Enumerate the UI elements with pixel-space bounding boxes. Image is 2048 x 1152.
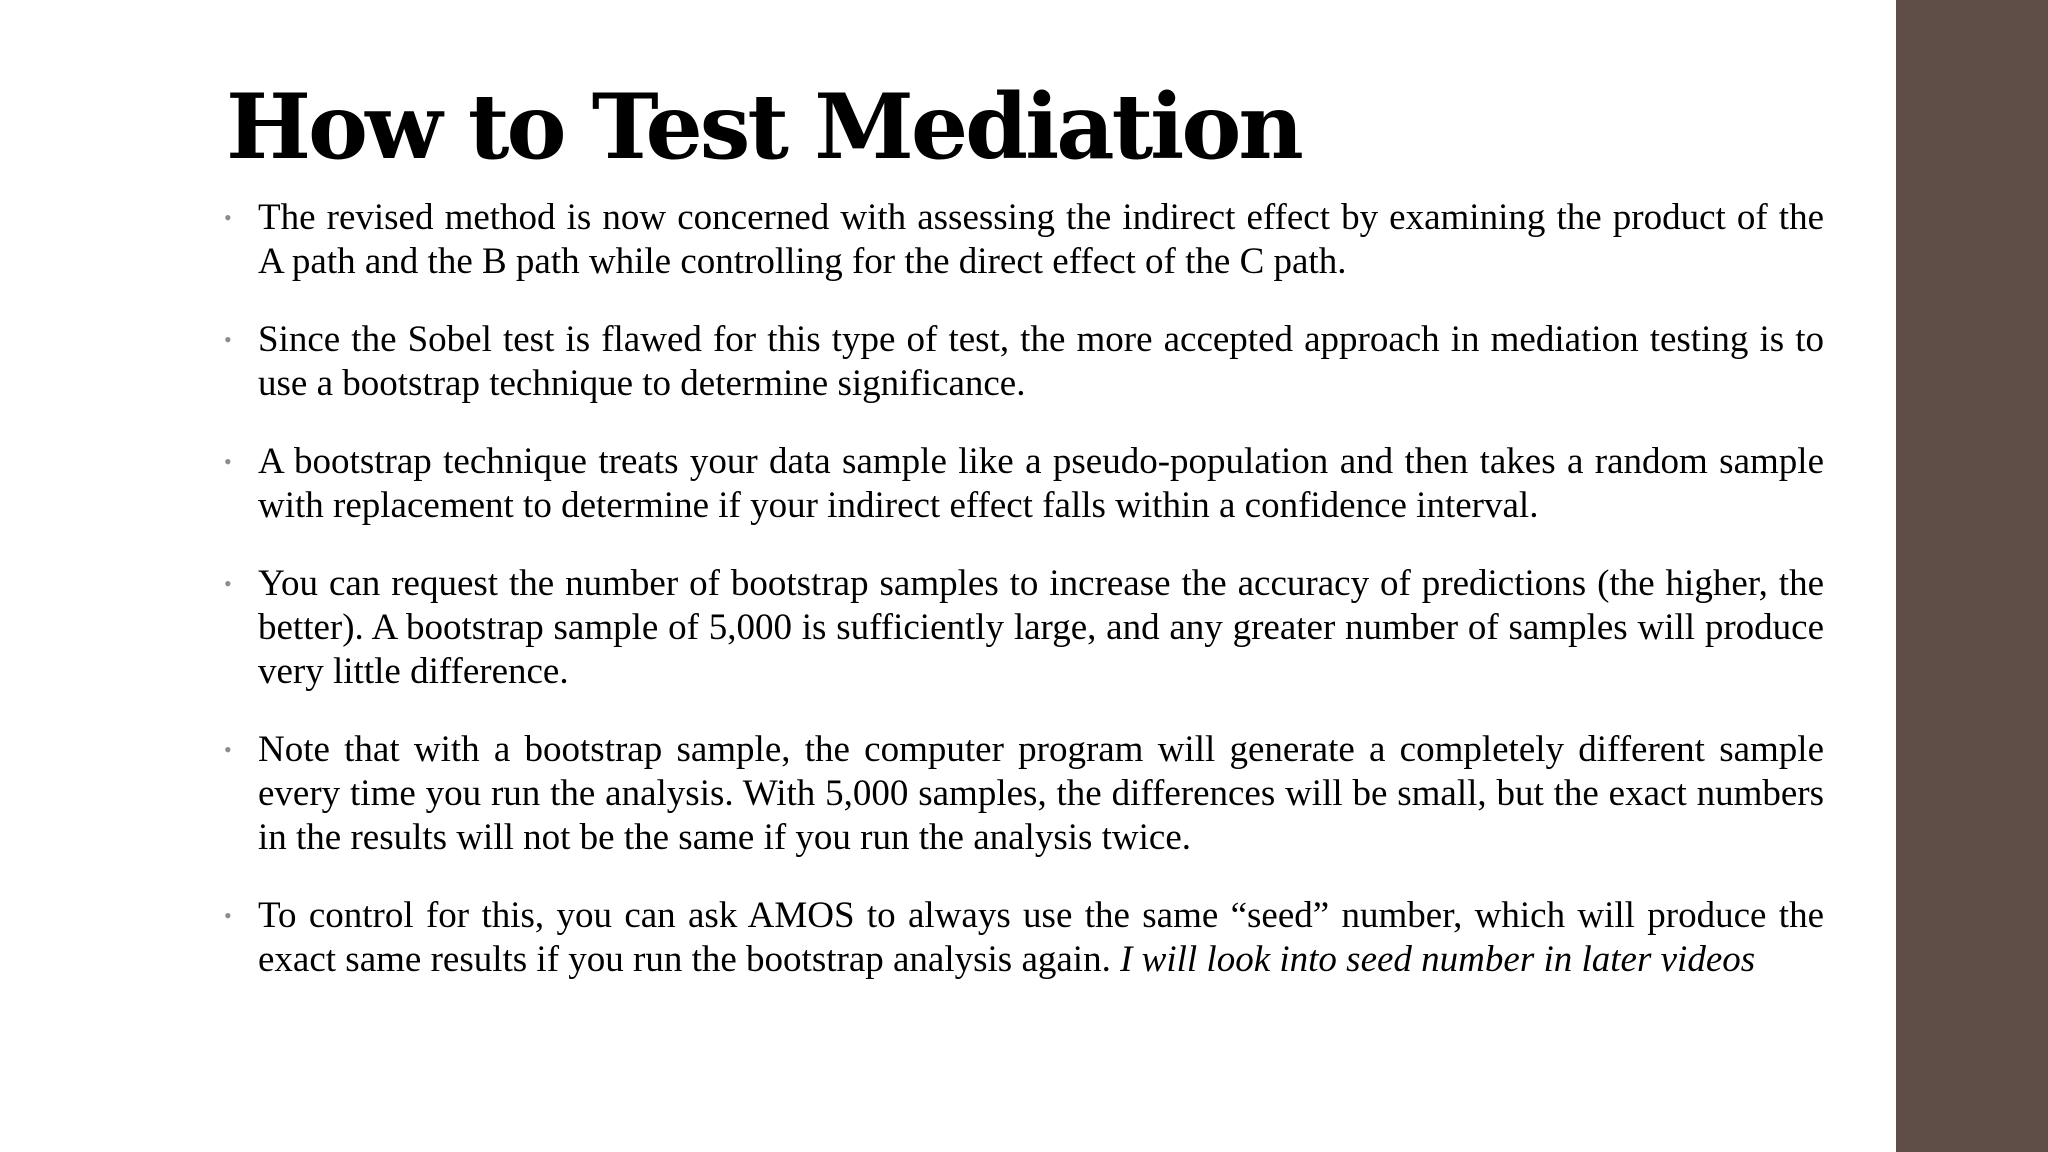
bullet-icon: •	[224, 449, 232, 474]
list-item	[222, 440, 1824, 528]
list-item	[222, 196, 1824, 284]
bullet-icon: •	[224, 205, 232, 230]
bullet-text: The revised method is now concerned with assessing the indirect effect by examining the product of the A path and the B path while controlling for the direct effect of the C path.	[258, 197, 1824, 282]
bullet-icon: •	[224, 571, 232, 596]
list-item	[222, 562, 1824, 694]
bullet-icon: •	[224, 737, 232, 762]
list-item	[222, 894, 1824, 982]
bullet-text: Since the Sobel test is flawed for this type of test, the more accepted approach in mediation testing is to use a bootstrap technique to determine significance.	[258, 319, 1824, 404]
bullet-list	[222, 196, 1824, 1016]
bullet-text: You can request the number of bootstrap samples to increase the accuracy of predictions (the higher, the better). A bootstrap sample of 5,000 is sufficiently large, and any greater number of samples will produce very little difference.	[258, 563, 1824, 692]
list-item	[222, 728, 1824, 860]
side-accent-bar	[1896, 0, 2048, 1152]
bullet-icon: •	[224, 903, 232, 928]
page-title: How to Test Mediation	[226, 74, 1301, 180]
bullet-icon: •	[224, 327, 232, 352]
bullet-text: Note that with a bootstrap sample, the computer program will generate a completely different sample every time you run the analysis. With 5,000 samples, the differences will be small, but the exact numbers in the results will not be the same if you run the analysis twice.	[258, 729, 1824, 858]
bullet-text: To control for this, you can ask AMOS to always use the same “seed” number, which will produce the exact same results if you run the bootstrap analysis again.	[258, 895, 1824, 980]
list-item	[222, 318, 1824, 406]
bullet-emphasis-text: I will look into seed number in later videos	[1120, 939, 1756, 980]
bullet-text: A bootstrap technique treats your data sample like a pseudo-population and then takes a random sample with replacement to determine if your indirect effect falls within a confidence interval.	[258, 441, 1824, 526]
